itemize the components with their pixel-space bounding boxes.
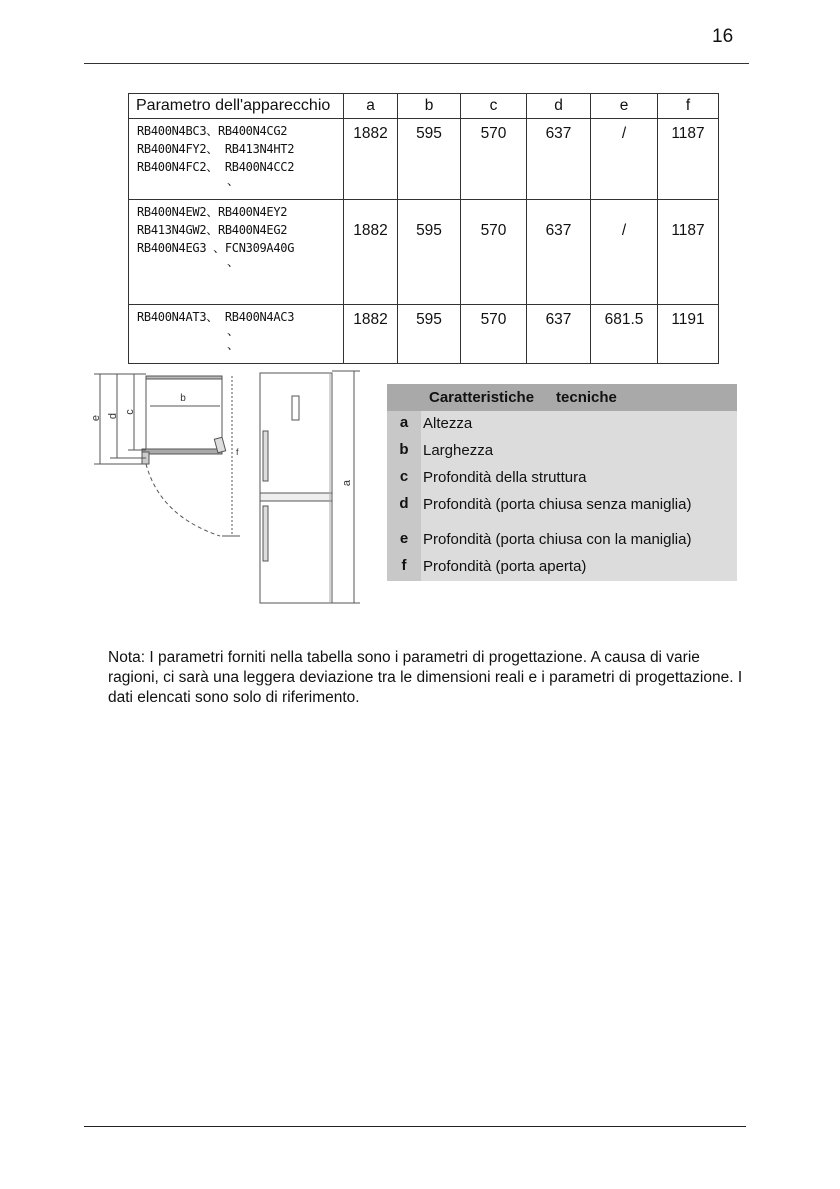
legend-key: a	[387, 411, 421, 438]
value-e: /	[591, 119, 658, 200]
legend-item	[387, 492, 737, 527]
separator-mark: 、	[227, 174, 239, 188]
model-line: RB400N4AT3、 RB400N4AC3	[137, 310, 295, 324]
label-c: c	[124, 409, 136, 415]
table-row	[129, 200, 719, 305]
value-b: 595	[398, 200, 461, 305]
label-b: b	[180, 393, 186, 404]
value-c: 570	[461, 305, 527, 364]
legend-text: Profondità (porta chiusa con la maniglia)	[423, 531, 692, 548]
lower-handle	[263, 506, 268, 561]
legend-key: c	[387, 465, 421, 492]
specs-legend	[387, 384, 737, 581]
top-view	[94, 374, 240, 536]
value-d: 637	[527, 119, 591, 200]
legend-text: Profondità (porta aperta)	[423, 558, 587, 575]
value-b: 595	[398, 119, 461, 200]
legend-text: Altezza	[423, 415, 473, 432]
model-list	[129, 200, 344, 305]
value-f: 1191	[658, 305, 719, 364]
legend-title-2: tecniche	[556, 389, 617, 406]
model-line: RB400N4BC3、RB400N4CG2	[137, 124, 288, 138]
header-e: e	[591, 94, 658, 119]
header-c: c	[461, 94, 527, 119]
value-f: 1187	[658, 200, 719, 305]
model-line: RB400N4FY2、 RB413N4HT2	[137, 142, 295, 156]
legend-title	[387, 384, 737, 411]
header-a: a	[344, 94, 398, 119]
legend-key: f	[387, 554, 421, 581]
value-b: 595	[398, 305, 461, 364]
design-parameters-note: Nota: I parametri forniti nella tabella sono i parametri di progettazione. A causa di varie ragioni, ci sarà una leggera deviazione tra le dimensioni reali e i parametri di progettazione. I dati elencati sono solo di riferimento.	[108, 648, 743, 706]
header-f: f	[658, 94, 719, 119]
upper-handle	[263, 431, 268, 481]
model-line: RB400N4EW2、RB400N4EY2	[137, 205, 288, 219]
legend-item	[387, 527, 737, 554]
value-c: 570	[461, 119, 527, 200]
value-a: 1882	[344, 200, 398, 305]
separator-mark: 、	[227, 324, 239, 338]
legend-text: Profondità (porta chiusa senza maniglia)	[423, 496, 692, 513]
model-list	[129, 305, 344, 364]
value-d: 637	[527, 200, 591, 305]
legend-body	[387, 411, 737, 581]
header-b: b	[398, 94, 461, 119]
cabinet-back-edge	[146, 376, 222, 379]
legend-item	[387, 554, 737, 581]
legend-key: d	[387, 492, 421, 527]
value-f: 1187	[658, 119, 719, 200]
legend-text: Larghezza	[423, 442, 494, 459]
model-line: RB413N4GW2、RB400N4EG2	[137, 223, 288, 237]
label-e: e	[90, 414, 102, 422]
separator-mark: 、	[227, 338, 239, 352]
door-swing-arc	[146, 464, 220, 536]
header-rule	[84, 63, 749, 64]
label-f: f	[236, 447, 239, 457]
header-parameter: Parametro dell'apparecchio	[129, 94, 344, 119]
cabinet-top-view	[146, 376, 222, 449]
label-a: a	[341, 479, 353, 487]
model-list	[129, 119, 344, 200]
legend-title-1: Caratteristiche	[429, 389, 535, 406]
fridge-front	[260, 373, 332, 603]
legend-key: e	[387, 527, 421, 554]
value-a: 1882	[344, 305, 398, 364]
door-closed	[142, 449, 222, 454]
value-e: 681.5	[591, 305, 658, 364]
model-line: RB400N4EG3 、FCN309A40G	[137, 241, 295, 255]
value-c: 570	[461, 200, 527, 305]
table-row	[129, 119, 719, 200]
legend-key: b	[387, 438, 421, 465]
value-e: /	[591, 200, 658, 305]
fridge-dimension-diagram	[80, 366, 375, 611]
value-d: 637	[527, 305, 591, 364]
legend-item	[387, 465, 737, 492]
legend-item	[387, 438, 737, 465]
dimensions-table	[128, 93, 719, 364]
model-line: RB400N4FC2、 RB400N4CC2	[137, 160, 295, 174]
table-row	[129, 305, 719, 364]
page-number: 16	[712, 26, 734, 47]
label-d: d	[107, 412, 119, 420]
value-a: 1882	[344, 119, 398, 200]
footer-rule	[84, 1126, 746, 1127]
legend-text: Profondità della struttura	[423, 469, 587, 486]
legend-item	[387, 411, 737, 438]
table-header-row	[129, 94, 719, 119]
display-panel	[292, 396, 299, 420]
separator-mark: 、	[227, 255, 239, 269]
header-d: d	[527, 94, 591, 119]
